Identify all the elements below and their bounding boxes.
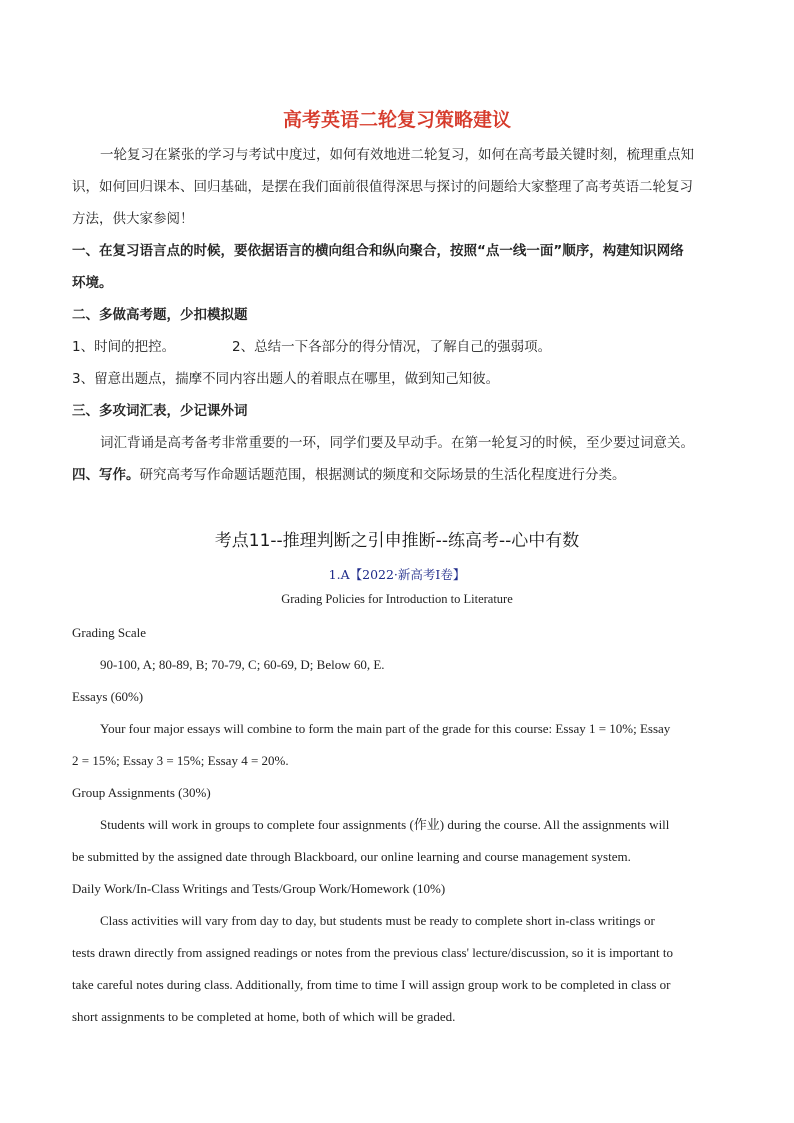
section-2-item-3: 3、留意出题点，揣摩不同内容出题人的着眼点在哪里，做到知己知彼。 [72, 371, 500, 387]
daily-label: Daily Work/In-Class Writings and Tests/Group Work/Homework (10%) [72, 881, 446, 896]
section-1-line-1: 一、在复习语言点的时候，要依据语言的横向组合和纵向聚合，按照“点一线一面”顺序，构建知识网络 [72, 243, 684, 259]
intro-line-1: 一轮复习在紧张的学习与考试中度过，如何有效地进二轮复习，如何在高考最关键时刻，梳理重点知 [100, 147, 694, 163]
section-2-item-1: 1、时间的把控。 [72, 339, 176, 355]
daily-text-line-2: tests drawn directly from assigned readings or notes from the previous class' lecture/discussion, so it is important to [72, 945, 673, 960]
group-text-line-1: Students will work in groups to complete four assignments (作业) during the course. All the assignments will [100, 817, 670, 832]
essays-label: Essays (60%) [72, 689, 144, 704]
exercise-heading: 考点11--推理判断之引申推断--练高考--心中有数 [214, 531, 580, 551]
group-label: Group Assignments (30%) [72, 785, 211, 800]
exam-tag: 1.A【2022·新高考I卷】 [328, 567, 466, 582]
grading-scale-text: 90-100, A; 80-89, B; 70-79, C; 60-69, D; Below 60, E. [100, 657, 385, 672]
daily-text-line-1: Class activities will vary from day to day, but students must be ready to complete short in-class writings or [100, 913, 655, 928]
essays-text-line-2: 2 = 15%; Essay 3 = 15%; Essay 4 = 20%. [72, 753, 289, 768]
section-3-heading: 三、多攻词汇表，少记课外词 [72, 403, 248, 419]
intro-line-3: 方法，供大家参阅！ [72, 211, 194, 227]
page-title: 高考英语二轮复习策略建议 [282, 109, 511, 131]
section-4-line [72, 466, 722, 484]
section-3-text: 词汇背诵是高考备考非常重要的一环，同学们要及早动手。在第一轮复习的时候，至少要过词意关。 [100, 435, 694, 451]
grading-scale-label: Grading Scale [72, 625, 147, 640]
section-2-heading: 二、多做高考题，少扣模拟题 [72, 307, 248, 323]
section-2-item-2: 2、总结一下各部分的得分情况，了解自己的强弱项。 [232, 339, 552, 355]
intro-line-2: 识，如何回归课本、回归基础，是摆在我们面前很值得深思与探讨的问题给大家整理了高考英语二轮复习 [72, 179, 693, 195]
section-4-text: 研究高考写作命题话题范围，根据测试的频度和交际场景的生活化程度进行分类。 [139, 467, 626, 483]
daily-text-line-4: short assignments to be completed at home, both of which will be graded. [72, 1009, 456, 1024]
group-text-line-2: be submitted by the assigned date through Blackboard, our online learning and course management system. [72, 849, 631, 864]
section-1-line-2: 环境。 [72, 275, 113, 291]
daily-text-line-3: take careful notes during class. Additionally, from time to time I will assign group work to be completed in class or [72, 977, 671, 992]
essays-text-line-1: Your four major essays will combine to form the main part of the grade for this course: Essay 1 = 10%; Essay [100, 721, 671, 736]
passage-title: Grading Policies for Introduction to Literature [281, 592, 513, 606]
section-4-lead: 四、写作。 [72, 467, 140, 483]
